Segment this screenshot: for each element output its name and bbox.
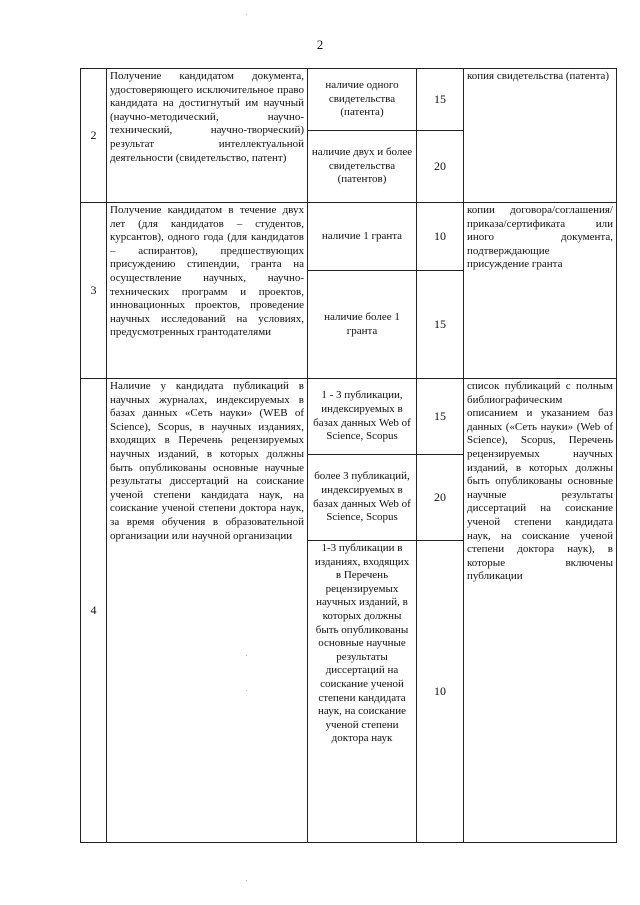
table-row	[81, 379, 617, 455]
points-value: 15	[417, 379, 464, 455]
page-number: 2	[316, 37, 324, 52]
criterion-description: Наличие у кандидата публикаций в научных журналах, индексируемых в базах данных «Сеть науки» (WEB of Science), Scopus, в научных изданиях, входящих в Перечень рецензируемых научных изданий, в которых должны быть опубликованы основные научные результаты диссертаций на соискание ученой степени кандидата наук, на соискание ученой степени доктора наук, за время обучения в образовательной организации или научной организации	[107, 379, 308, 843]
criterion-description: Получение кандидатом документа, удостоверяющего исключительное право кандидата на достигнутый им научный (научно-методический, научно-технический, научно-творческий) результат интеллектуальной деятельности (свидетельство, патент)	[107, 69, 308, 203]
table-row	[81, 69, 617, 131]
points-value: 10	[417, 203, 464, 271]
row-number: 2	[81, 69, 107, 203]
condition-text: более 3 публикаций, индексируемых в базах данных Web of Science, Scopus	[308, 455, 417, 541]
required-documents: список публикаций с полным библиографическим описанием и указанием баз данных («Сеть науки» (Web of Science), Scopus, Перечень рецензируемых научных изданий, в которых должны быть опубликованы основные научные результаты диссертаций на соискание ученой степени кандидата наук, на соискание ученой степени доктора наук), в которые включены публикации	[464, 379, 617, 843]
row-number: 4	[81, 379, 107, 843]
row-number: 3	[81, 203, 107, 379]
condition-text: наличие 1 гранта	[308, 203, 417, 271]
points-value: 10	[417, 541, 464, 843]
points-value: 20	[417, 455, 464, 541]
condition-text: 1-3 публикации в изданиях, входящих в Перечень рецензируемых научных изданий, в которых должны быть опубликованы основные научные результаты диссертаций на соискание ученой степени кандидата наук, на соискание ученой степени доктора наук	[308, 541, 417, 843]
condition-text: наличие более 1 гранта	[308, 271, 417, 379]
scan-artifact	[246, 14, 247, 15]
scan-artifact	[246, 880, 247, 881]
condition-text: наличие двух и более свидетельства (патентов)	[308, 131, 417, 203]
required-documents: копия свидетельства (патента)	[464, 69, 617, 203]
criterion-description: Получение кандидатом в течение двух лет (для кандидатов – студентов, курсантов), одного года (для кандидатов – аспирантов), предшествующих присуждению стипендии, гранта на осуществление научных, научно-технических программ и проектов, инновационных проектов, проведение научных исследований на условиях, предусмотренных грантодателями	[107, 203, 308, 379]
points-value: 15	[417, 271, 464, 379]
points-value: 15	[417, 69, 464, 131]
condition-text: наличие одного свидетельства (патента)	[308, 69, 417, 131]
required-documents: копии договора/соглашения/приказа/сертификата или иного документа, подтверждающие присуждение гранта	[464, 203, 617, 379]
criteria-table	[80, 68, 617, 843]
scan-artifact	[246, 690, 247, 691]
condition-text: 1 - 3 публикации, индексируемых в базах данных Web of Science, Scopus	[308, 379, 417, 455]
points-value: 20	[417, 131, 464, 203]
table-row	[81, 203, 617, 271]
scan-artifact	[246, 655, 247, 656]
